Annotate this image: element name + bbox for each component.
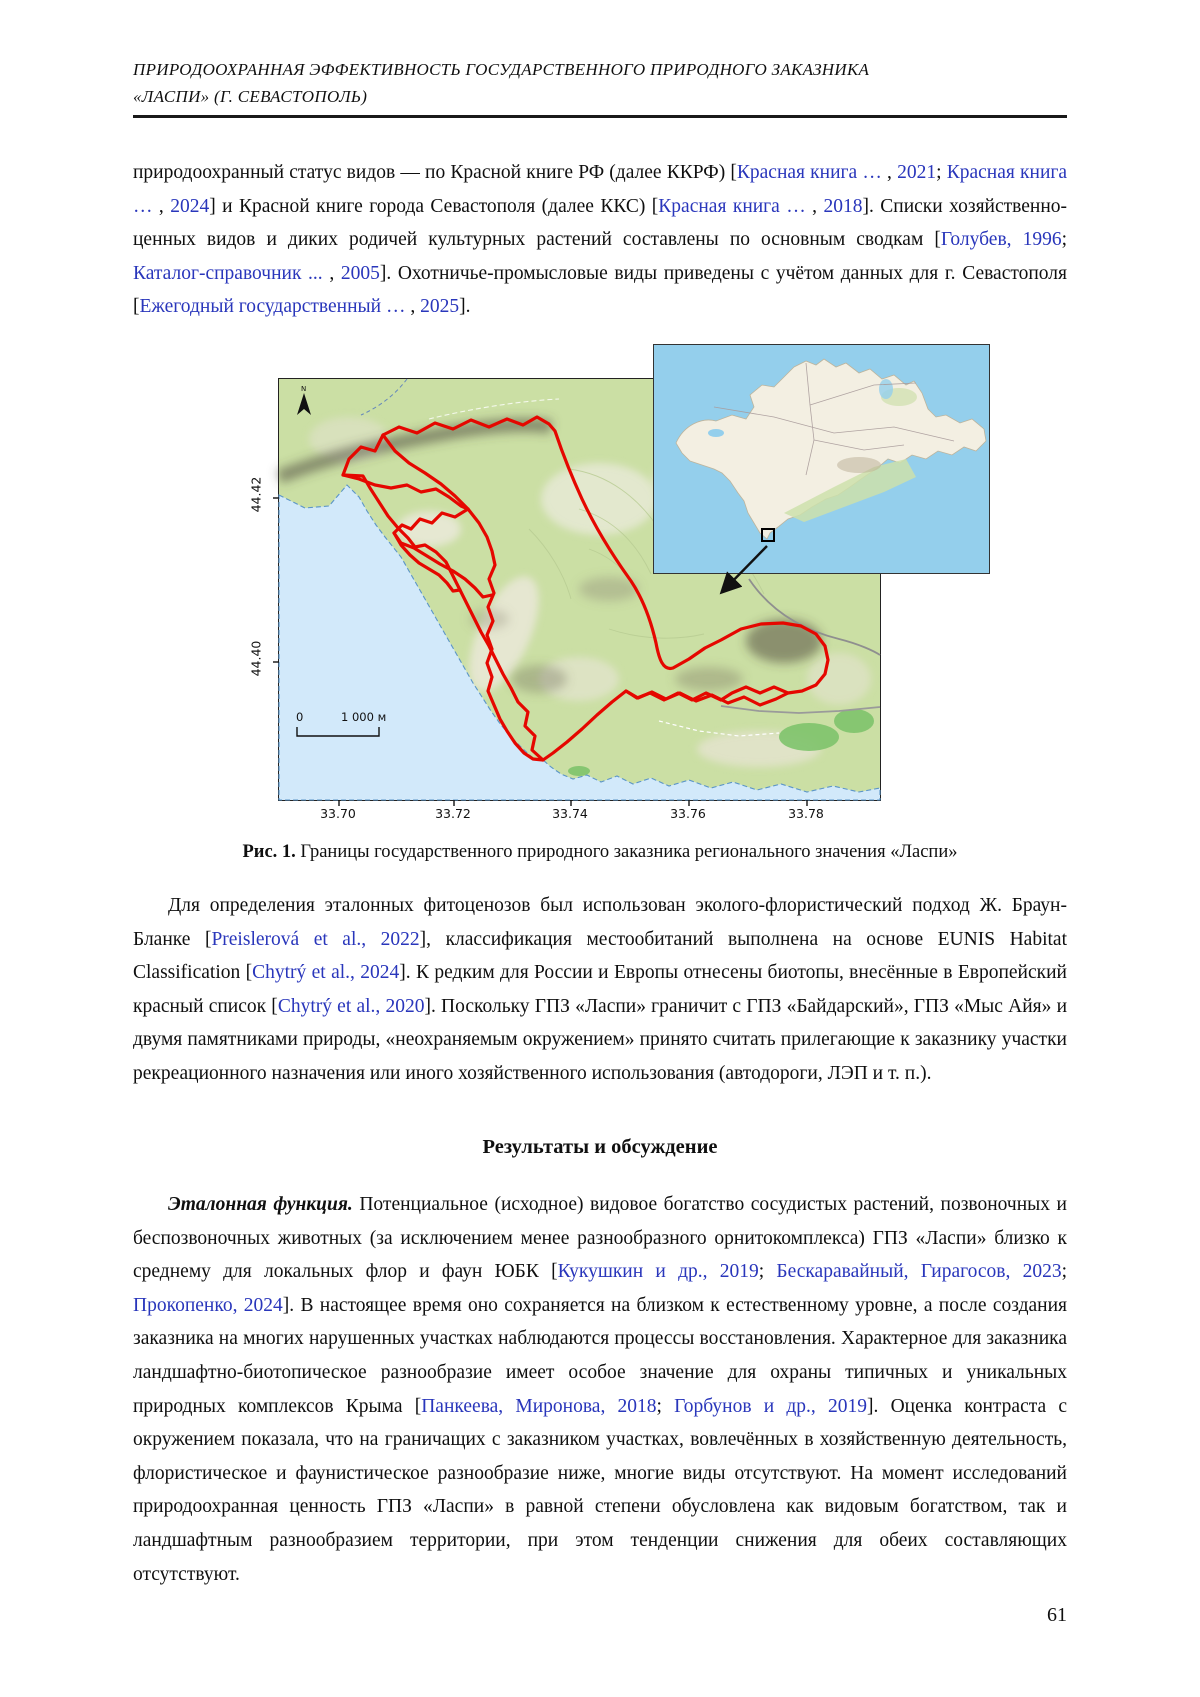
text-segment: ]. Поскольку ГПЗ «Ласпи» граничит с ГПЗ «Байдарский», ГПЗ «Мыс Айя» и двумя памятниками природы, «неохраняемым окружением» принято считать прилегающие к заказнику участки рекреационного назначения или иного хозяйственного использования (автодороги, ЛЭП и т. п.). (133, 995, 1067, 1084)
text-segment: Потенциальное (исходное) видовое богатство сосудистых растений, позвоночных и беспозвоночных животных (за исключением менее разнообразного орнитокомплекса) ГПЗ «Ласпи» близко к среднему для локальных флор и фаун ЮБК [ (133, 1194, 1067, 1283)
text-segment: Границы государственного природного заказника регионального значения «Ласпи» (295, 842, 958, 862)
citation-link[interactable]: Панкеева, Миронова, 2018 (421, 1395, 657, 1417)
svg-text:0: 0 (296, 710, 304, 724)
inset-overview-map (653, 344, 990, 574)
citation-link[interactable]: 2024 (170, 195, 210, 217)
text-segment: Для определения эталонных фитоценозов был использован эколого-флористический подход Ж. Браун-Бланке [ (133, 895, 1067, 950)
citation-link[interactable]: Прокопенко, 2024 (133, 1294, 283, 1316)
page-number: 61 (1047, 1604, 1067, 1626)
text-segment: ; (1061, 229, 1067, 251)
running-head-line2: «ЛАСПИ» (Г. СЕВАСТОПОЛЬ) (133, 87, 368, 106)
text-segment: ; (936, 162, 947, 183)
citation-link[interactable]: 2005 (340, 262, 380, 284)
text-segment: , (881, 162, 898, 183)
running-head-line1: ПРИРОДООХРАННАЯ ЭФФЕКТИВНОСТЬ ГОСУДАРСТВЕННОГО ПРИРОДНОГО ЗАКАЗНИКА (133, 60, 870, 79)
text-segment: ]. В настоящее время оно сохраняется на близком к естественному уровне, а после создания заказника на многих нарушенных участках наблюдаются процессы восстановления. Характерное для заказника ландшафтно-биотопическое разнообразие имеет особое значение для охраны типичных и уникальных природных комплексов Крыма [ (133, 1294, 1067, 1417)
text-segment: ]. Оценка контраста с окружением показала, что на граничащих с заказником участках, вовлечённых в хозяйственную деятельность, флористическое и фаунистическое разнообразие ниже, многие виды отсутствуют. На момент исследований природоохранная ценность ГПЗ «Ласпи» в равной степени обусловлена как видовым богатством, так и ландшафтным разнообразием территории, при этом тенденции снижения для обеих составляющих отсутствуют. (133, 1395, 1067, 1585)
citation-link[interactable]: 2025 (420, 296, 460, 318)
text-segment: ; (758, 1261, 777, 1283)
text-segment: Рис. 1. (242, 842, 296, 862)
text-segment: ] и Красной книге города Севастополя (далее ККС) [ (209, 195, 659, 217)
citation-link[interactable]: 2021 (897, 162, 937, 183)
citation-link[interactable]: Chytrý et al., 2020 (277, 995, 425, 1017)
citation-link[interactable]: Красная книга … (736, 162, 882, 183)
section-heading-results: Результаты и обсуждение (482, 1136, 718, 1158)
citation-link[interactable]: Каталог-справочник ... (133, 262, 323, 284)
text-segment: ]. Охотничье-промысловые виды приведены с учётом данных для г. Севастополя [ (133, 262, 1067, 318)
text-segment: ]. Списки хозяйственно-ценных видов и диких родичей культурных растений составлены по основным сводкам [ (133, 195, 1068, 251)
citation-link[interactable]: Горбунов и др., 2019 (674, 1395, 868, 1417)
citation-link[interactable]: Голубев, 1996 (940, 229, 1062, 251)
paragraph-methods (133, 889, 1067, 1091)
text-segment: Эталонная функция. (168, 1194, 353, 1215)
lon-tick-label: 33.78 (788, 806, 824, 821)
text-segment: ], классификация местообитаний выполнена на основе EUNIS Habitat Classification [ (133, 928, 1067, 984)
citation-link[interactable]: Preislerová et al., 2022 (211, 928, 420, 950)
text-segment: , (322, 262, 341, 284)
lon-tick-label: 33.74 (552, 806, 588, 821)
text-segment: , (405, 296, 421, 318)
svg-text:N: N (301, 385, 307, 393)
text-segment: ]. (459, 296, 471, 318)
paragraph-status-of-species (133, 156, 1067, 324)
citation-link[interactable]: Кукушкин и др., 2019 (557, 1261, 759, 1283)
citation-link[interactable]: Ежегодный государственный … (139, 296, 406, 318)
svg-text:1 000 м: 1 000 м (341, 710, 387, 724)
text-segment: ; (656, 1395, 675, 1417)
text-segment: , (152, 195, 171, 217)
text-segment: ; (1061, 1261, 1067, 1283)
citation-link[interactable]: Бескаравайный, Гирагосов, 2023 (776, 1261, 1062, 1283)
citation-link[interactable]: 2018 (823, 195, 863, 217)
figure-1-map (248, 340, 995, 835)
lat-tick-label: 44.42 (248, 476, 264, 513)
lon-tick-label: 33.76 (670, 806, 706, 821)
lon-tick-label: 33.72 (435, 806, 471, 821)
lon-tick-label: 33.70 (320, 806, 356, 821)
text-segment: природоохранный статус видов — по Красной книге РФ (далее ККРФ) [ (133, 162, 737, 183)
paragraph-etalon-function (133, 1188, 1067, 1591)
text-segment: ]. К редким для России и Европы отнесены биотопы, внесённые в Европейский красный список [ (133, 962, 1067, 1017)
citation-link[interactable]: Красная книга … (133, 162, 1068, 217)
citation-link[interactable]: Chytrý et al., 2024 (252, 962, 400, 984)
figure-caption (133, 842, 1067, 863)
inset-canvas (654, 345, 989, 573)
running-head (133, 56, 1067, 110)
header-rule (133, 115, 1067, 118)
citation-link[interactable]: Красная книга … (658, 195, 806, 217)
text-segment: , (805, 195, 824, 217)
lat-tick-label: 44.40 (248, 640, 264, 677)
